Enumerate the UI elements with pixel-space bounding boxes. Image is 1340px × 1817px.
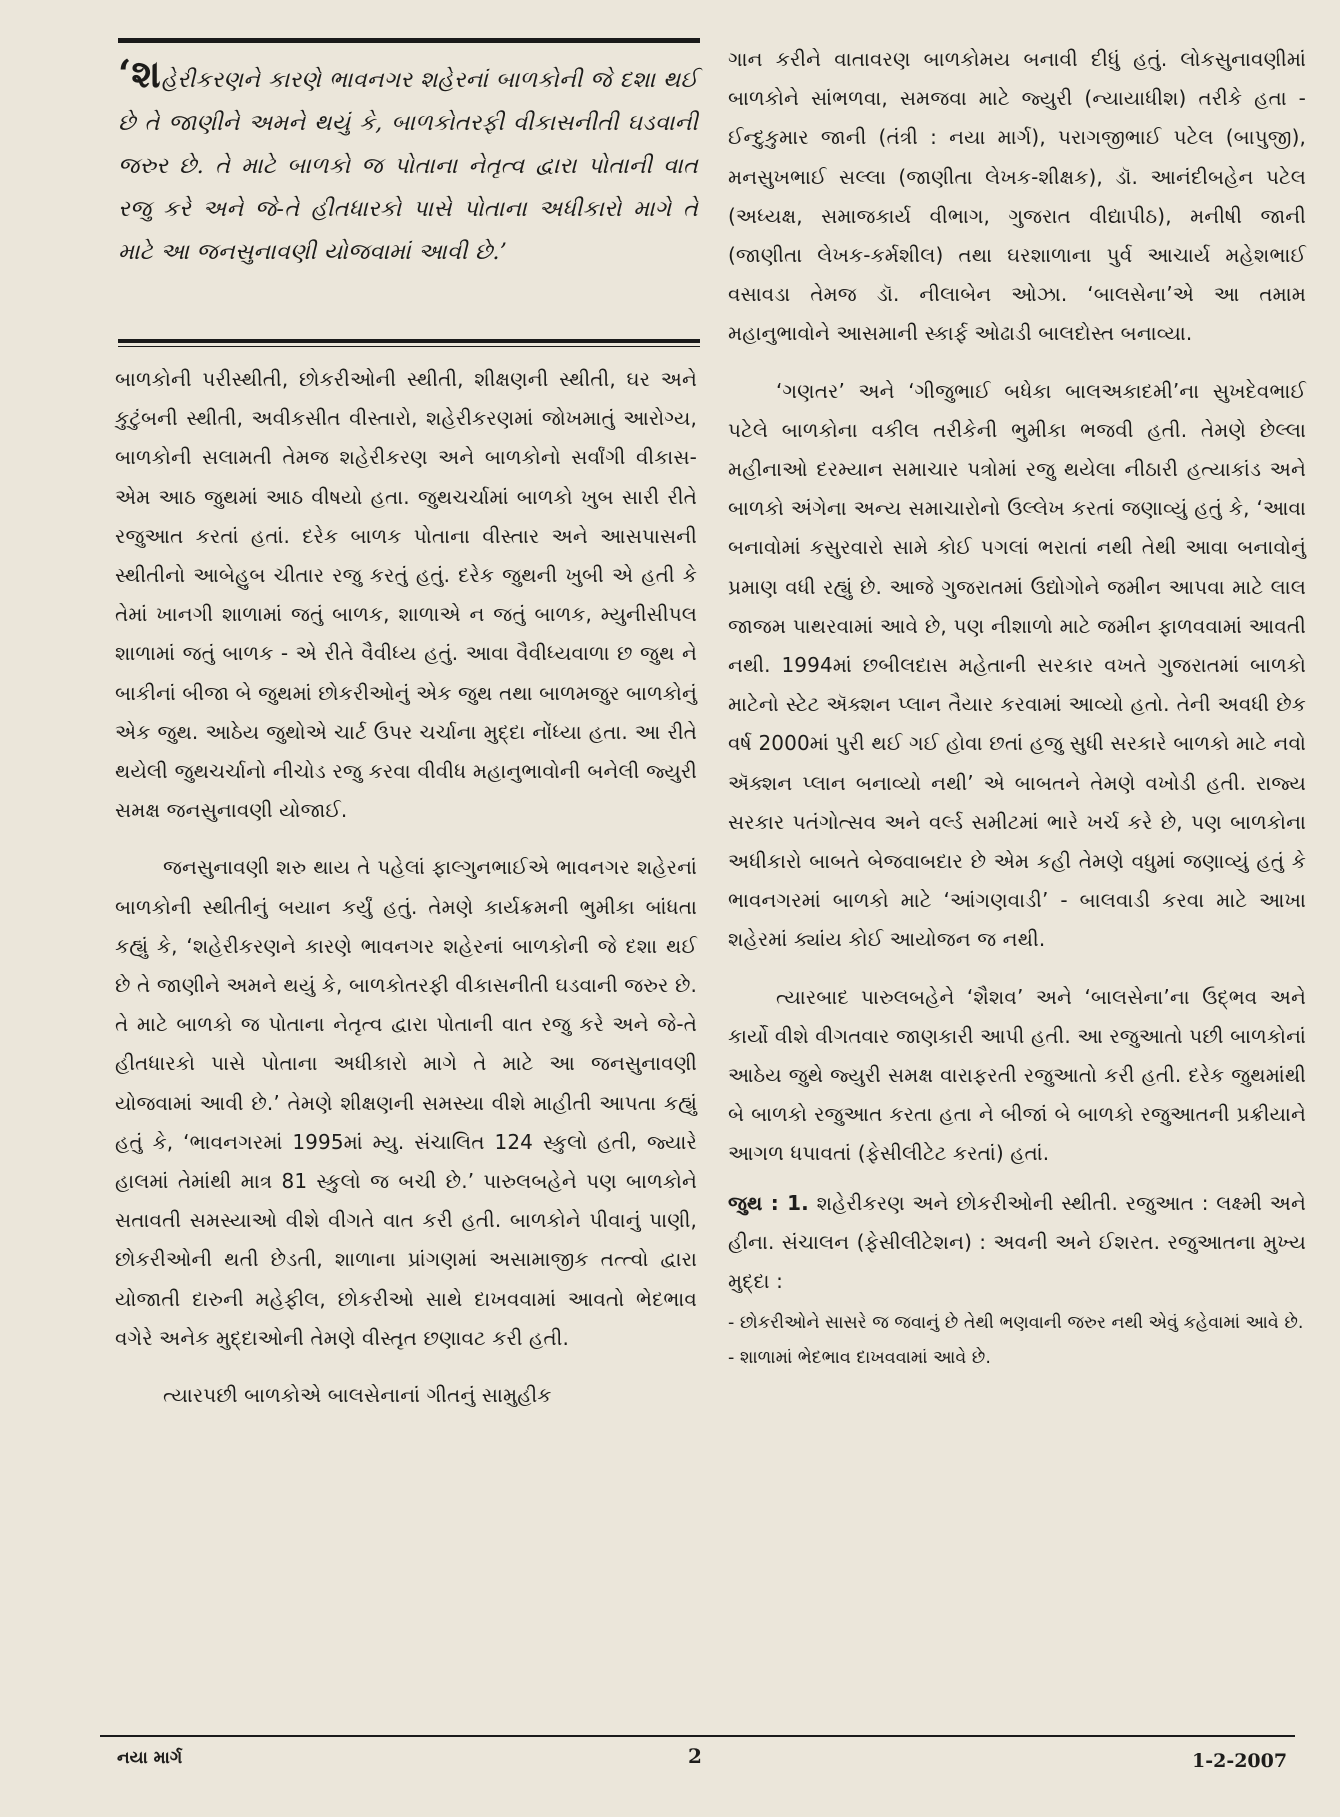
right-paragraph-1: ગાન કરીને વાતાવરણ બાળકોમય બનાવી દીધું હતું. લોકસુનાવણીમાં બાળકોને સાંભળવા, સમજવા માટે જ્યુરી (ન્યાયાધીશ) તરીકે હતા - ઈન્દુકુમાર જાની (તંત્રી : નયા માર્ગ), પરાગજીભાઈ પટેલ (બાપુજી), મનસુખભાઈ સલ્લા (જાણીતા લેખક-શીક્ષક), ડૉ. આનંદીબહેન પટેલ (અધ્યક્ષ, સમાજકાર્ય વીભાગ, ગુજરાત વીદ્યાપીઠ), મનીષી જાની (જાણીતા લેખક-કર્મશીલ) તથા ઘરશાળાના પુર્વ આચાર્ય મહેશભાઈ વસાવડા તેમજ ડૉ. નીલાબેન ઓઝા. ‘બાલસેના’એ આ તમામ મહાનુભાવોને આસમાની સ્કાર્ફ ઓઢાડી બાલદોસ્ત બનાવ્યા. xyxy=(728,47,1306,346)
left-paragraph-3: ત્યારપછી બાળકોએ બાલસેનાનાં ગીતનું સામુહીક xyxy=(163,1383,552,1408)
footer-publication: નયા માર્ગ xyxy=(117,1748,183,1768)
pullquote-bottom-rule-thin xyxy=(118,346,700,347)
pullquote-top-rule xyxy=(118,38,700,43)
left-paragraph-1: બાળકોની પરીસ્થીતી, છોકરીઓની સ્થીતી, શીક્ષણની સ્થીતી, ઘર અને કુટુંબની સ્થીતી, અવીકસીત વીસ્તારો, શહેરીકરણમાં જોખમાતું આરોગ્ય, બાળકોની સલામતી તેમજ શહેરીકરણ અને બાળકોનો સર્વાંગી વીકાસ-એમ આઠ જુથમાં આઠ વીષયો હતા. જુથચર્ચામાં બાળકો ખુબ સારી રીતે રજુઆત કરતાં હતાં. દરેક બાળક પોતાના વીસ્તાર અને આસપાસની સ્થીતીનો આબેહુબ ચીતાર રજુ કરતું હતું. દરેક જુથની ખુબી એ હતી કે તેમાં ખાનગી શાળામાં જતું બાળક, શાળાએ ન જતું બાળક, મ્યુનીસીપલ શાળામાં જતું બાળક - એ રીતે વૈવીધ્ય હતું. આવા વૈવીધ્યવાળા છ જુથ ને બાકીનાં બીજા બે જુથમાં છોકરીઓનું એક જુથ તથા બાળમજુર બાળકોનું એક જુથ. આઠેય જુથોએ ચાર્ટ ઉપર ચર્ચાના મુદ્દા નોંધ્યા હતા. આ રીતે થયેલી જુથચર્ચાનો નીચોડ રજુ કરવા વીવીધ મહાનુભાવોની બનેલી જ્યુરી સમક્ષ જનસુનાવણી યોજાઈ. xyxy=(115,367,697,823)
pull-quote-dropcap: ‘શ xyxy=(118,51,161,96)
left-column xyxy=(115,360,697,1415)
pull-quote xyxy=(118,52,698,274)
left-paragraph-2: જનસુનાવણી શરુ થાય તે પહેલાં ફાલ્ગુનભાઈએ ભાવનગર શહેરનાં બાળકોની સ્થીતીનું બયાન કર્યું હતું. તેમણે કાર્યક્રમની ભુમીકા બાંધતા કહ્યું કે, ‘શહેરીકરણને કારણે ભાવનગર શહેરનાં બાળકોની જે દશા થઈ છે તે જાણીને અમને થયું કે, બાળકોતરફી વીકાસનીતી ઘડવાની જરુર છે. તે માટે બાળકો જ પોતાના નેતૃત્વ દ્વારા પોતાની વાત રજુ કરે અને જે-તે હીતધારકો પાસે પોતાના અધીકારો માગે તે માટે આ જનસુનાવણી યોજવામાં આવી છે.’ તેમણે શીક્ષણની સમસ્યા વીશે માહીતી આપતા કહ્યું હતું કે, ‘ભાવનગરમાં 1995માં મ્યુ. સંચાલિત 124 સ્કુલો હતી, જ્યારે હાલમાં તેમાંથી માત્ર 81 સ્કુલો જ બચી છે.’ પારુલબહેને પણ બાળકોને સતાવતી સમસ્યાઓ વીશે વીગતે વાત કરી હતી. બાળકોને પીવાનું પાણી, છોકરીઓની થતી છેડતી, શાળાના પ્રાંગણમાં અસામાજીક તત્ત્વો દ્વારા યોજાતી દારુની મહેફીલ, છોકરીઓ સાથે દાખવવામાં આવતો ભેદભાવ વગેરે અનેક મુદ્દાઓની તેમણે વીસ્તૃત છણાવટ કરી હતી. xyxy=(115,855,697,1350)
footer-page-number: 2 xyxy=(688,1744,702,1768)
pullquote-bottom-rule-thick xyxy=(118,339,700,343)
footer-date: 1-2-2007 xyxy=(1192,1750,1288,1772)
bullet-item-2: - શાળામાં ભેદભાવ દાખવવામાં આવે છે. xyxy=(728,1348,991,1369)
group-1-heading xyxy=(728,1184,1306,1302)
group-1-text: શહેરીકરણ અને છોકરીઓની સ્થીતી. રજુઆત : લક્ષ્મી અને હીના. સંચાલન (ફેસીલીટેશન) : અવની અને ઈશરત. રજુઆતના મુખ્ય મુદ્દા : xyxy=(728,1190,1306,1294)
right-paragraph-3: ત્યારબાદ પારુલબહેને ‘શૈશવ’ અને ‘બાલસેના’ના ઉદ્ભવ અને કાર્યો વીશે વીગતવાર જાણકારી આપી હતી. આ રજુઆતો પછી બાળકોનાં આઠેય જુથે જ્યુરી સમક્ષ વારાફરતી રજુઆતો કરી હતી. દરેક જુથમાંથી બે બાળકો રજુઆત કરતા હતા ને બીજાં બે બાળકો રજુઆતની પ્રક્રીયાને આગળ ધપાવતાં (ફેસીલીટેટ કરતાં) હતાં. xyxy=(728,984,1306,1166)
right-paragraph-2: ‘ગણતર’ અને ‘ગીજુભાઈ બધેકા બાલઅકાદમી’ના સુખદેવભાઈ પટેલે બાળકોના વકીલ તરીકેની ભુમીકા ભજવી હતી. તેમણે છેલ્લા મહીનાઓ દરમ્યાન સમાચાર પત્રોમાં રજુ થયેલા નીઠારી હત્યાકાંડ અને બાળકો અંગેના અન્ય સમાચારોનો ઉલ્લેખ કરતાં જણાવ્યું હતું કે, ‘આવા બનાવોમાં કસુરવારો સામે કોઈ પગલાં ભરાતાં નથી તેથી આવા બનાવોનું પ્રમાણ વધી રહ્યું છે. આજે ગુજરાતમાં ઉદ્યોગોને જમીન આપવા માટે લાલ જાજમ પાથરવામાં આવે છે, પણ નીશાળો માટે જમીન ફાળવવામાં આવતી નથી. 1994માં છબીલદાસ મહેતાની સરકાર વખતે ગુજરાતમાં બાળકો માટેનો સ્ટેટ ઍક્શન પ્લાન તૈયાર કરવામાં આવ્યો હતો. તેની અવધી છેક વર્ષ 2000માં પુરી થઈ ગઈ હોવા છતાં હજુ સુધી સરકારે બાળકો માટે નવો ઍક્શન પ્લાન બનાવ્યો નથી’ એ બાબતને તેમણે વખોડી હતી. રાજ્ય સરકાર પતંગોત્સવ અને વર્લ્ડ સમીટમાં ભારે ખર્ચ કરે છે, પણ બાળકોના અધીકારો બાબતે બેજવાબદાર છે એમ કહી તેમણે વધુમાં જણાવ્યું હતું કે ભાવનગરમાં બાળકો માટે ‘આંગણવાડી’ - બાલવાડી કરવા માટે આખા શહેરમાં ક્યાંય કોઈ આયોજન જ નથી. xyxy=(728,378,1306,952)
group-1-label: જુથ : 1. xyxy=(728,1190,809,1215)
bullet-item-1: - છોકરીઓને સાસરે જ જવાનું છે તેથી ભણવાની જરુર નથી એવું કહેવામાં આવે છે. xyxy=(728,1313,1304,1334)
right-column xyxy=(728,40,1306,1373)
pull-quote-text: હેરીકરણને કારણે ભાવનગર શહેરનાં બાળકોની જે દશા થઈ છે તે જાણીને અમને થયું કે, બાળકોતરફી વીકાસનીતી ઘડવાની જરુર છે. તે માટે બાળકો જ પોતાના નેતૃત્વ દ્વારા પોતાની વાત રજુ કરે અને જે-તે હીતધારકો પાસે પોતાના અધીકારો માગે તે માટે આ જનસુનાવણી યોજવામાં આવી છે.’ xyxy=(118,67,698,265)
footer-rule xyxy=(100,1735,1295,1737)
